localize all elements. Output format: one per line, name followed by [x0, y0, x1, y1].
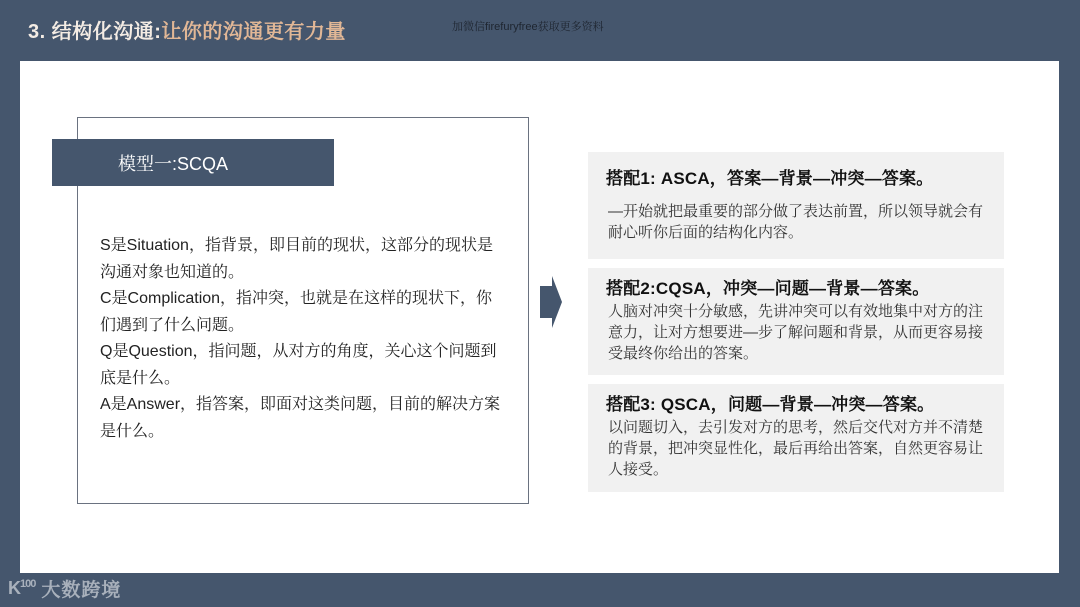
- logo-text: 大数跨境: [41, 579, 122, 601]
- combination-card-3: [588, 384, 1004, 492]
- model-label-text: 模型一:SCQA: [118, 153, 229, 174]
- paragraph-question: Q是Question，指问题，从对方的角度，关心这个问题到底是什么。: [100, 343, 497, 387]
- paragraph-answer: A是Answer，指答案，即面对这类问题，目前的解决方案是什么。: [100, 396, 501, 440]
- brand-logo: [8, 574, 121, 602]
- combination-title-2: 搭配2:CQSA，冲突—问题—背景—答案。: [606, 279, 930, 298]
- slide-title-prefix: 3. 结构化沟通:: [28, 21, 162, 43]
- model-label: [52, 139, 334, 186]
- model-description: [100, 233, 502, 445]
- logo-mark-icon: $K^{100}$: [8, 577, 36, 598]
- combination-body-1: —开始就把最重要的部分做了表达前置，所以领导就会有耐心听你后面的结构化内容。: [608, 203, 984, 241]
- combination-card-2: [588, 268, 1004, 375]
- paragraph-complication: C是Complication，指冲突，也就是在这样的现状下，你们遇到了什么问题。: [100, 290, 493, 334]
- combination-body-2: 人脑对冲突十分敏感，先讲冲突可以有效地集中对方的注意力，让对方想要进—步了解问题和背景，从而更容易接受最终你给出的答案。: [608, 303, 984, 362]
- paragraph-situation: S是Situation，指背景，即目前的现状，这部分的现状是沟通对象也知道的。: [100, 237, 493, 281]
- combination-body-3: 以问题切入，去引发对方的思考，然后交代对方并不清楚的背景，把冲突显性化，最后再给出答案，自然更容易让人接受。: [608, 419, 984, 478]
- combination-title-3: 搭配3: QSCA，问题—背景—冲突—答案。: [606, 395, 935, 414]
- combination-card-1: [588, 152, 1004, 259]
- slide-title: [28, 15, 346, 44]
- watermark-text: 加微信firefuryfree获取更多资料: [452, 21, 604, 33]
- slide-title-accent: 让你的沟通更有力量: [161, 21, 346, 43]
- combination-title-1: 搭配1: ASCA，答案—背景—冲突—答案。: [606, 169, 934, 188]
